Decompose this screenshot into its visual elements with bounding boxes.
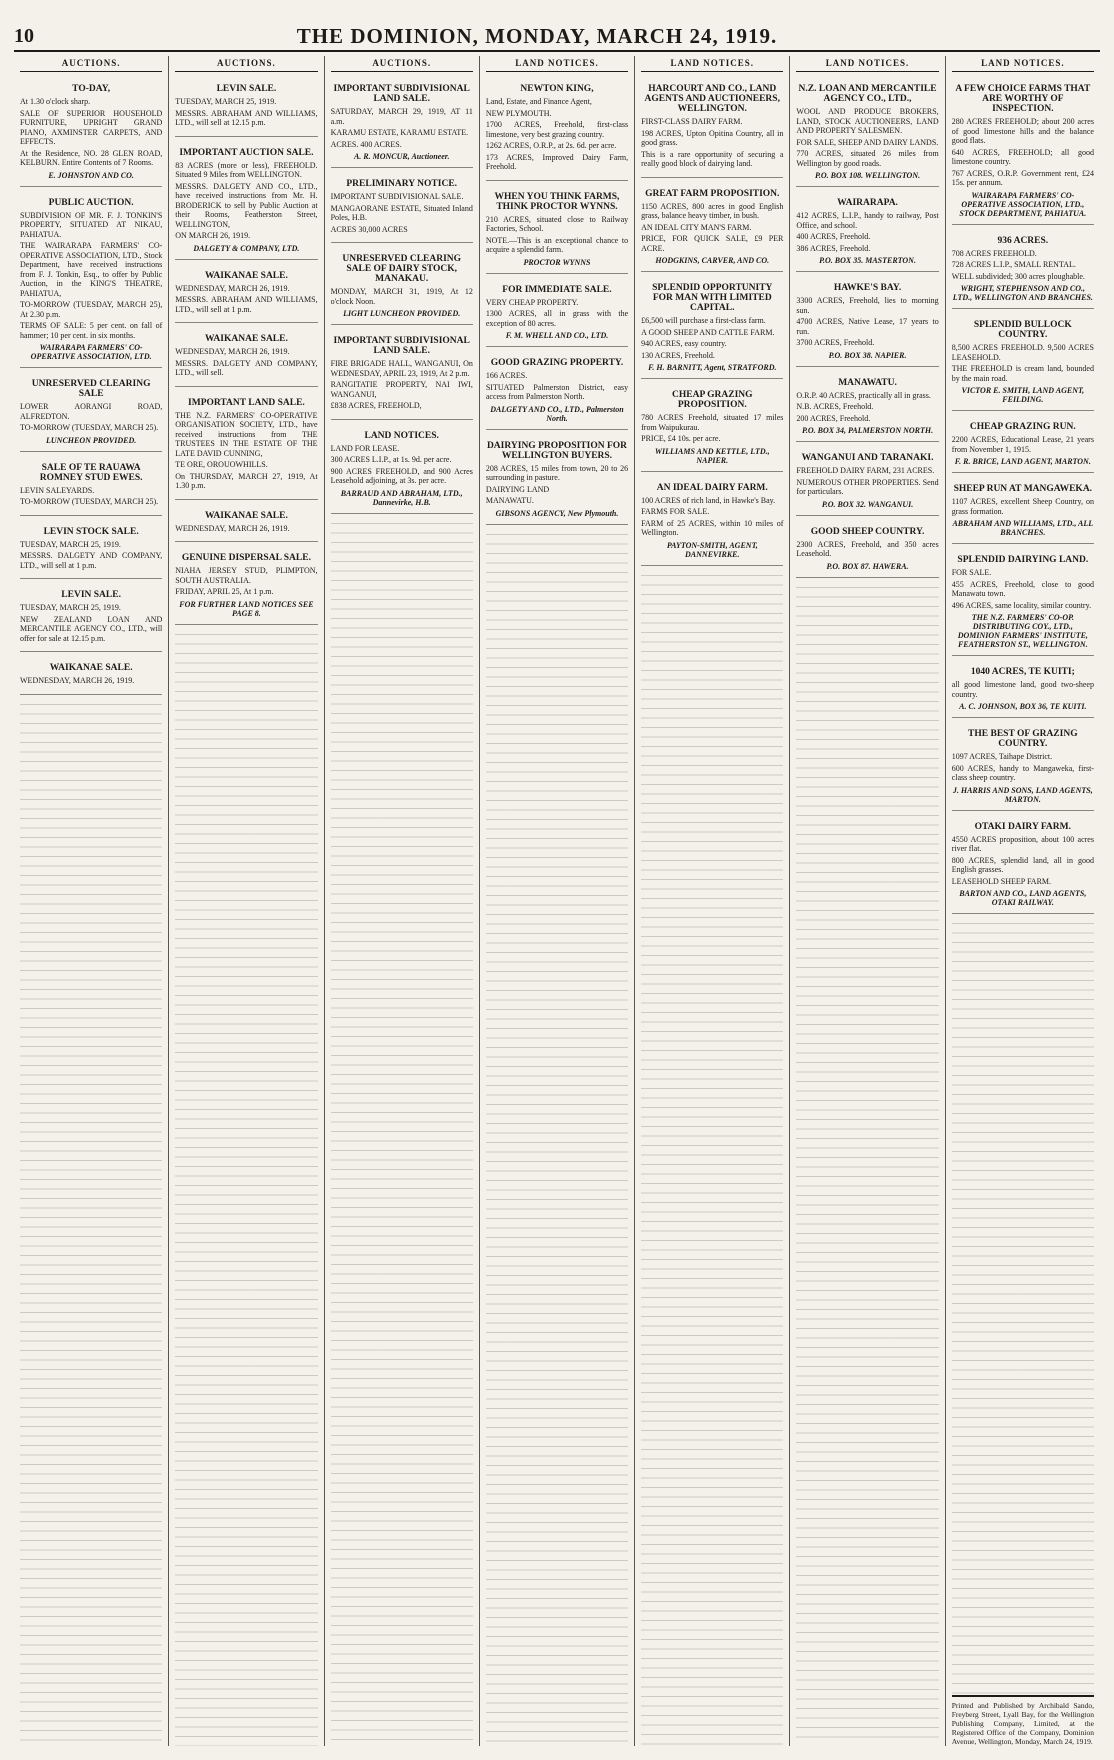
ad-text: 130 ACRES, Freehold. <box>641 350 715 360</box>
ad-signature: VICTOR E. SMITH, LAND AGENT, FEILDING. <box>961 386 1085 404</box>
advertisement <box>175 142 317 260</box>
ad-text: NEW ZEALAND LOAN AND MERCANTILE AGENCY CO., LTD., will offer for sale at 12.15 p.m. <box>20 614 163 643</box>
ad-signature: F. H. BARNITT, Agent, STRATFORD. <box>648 363 777 372</box>
column-heading: AUCTIONS. <box>175 56 317 72</box>
advertisement <box>796 192 938 272</box>
ad-title: IMPORTANT LAND SALE. <box>188 397 305 408</box>
ad-text: THE WAIRARAPA FARMERS' CO-OPERATIVE ASSOCIATION, LTD., Stock Department, have received instructions from F. J. Tonkin, Esq., to offer by Public Auction, in the KING'S THEATRE, PAHIATUA, <box>20 241 163 298</box>
ad-text: 166 ACRES. <box>485 371 528 380</box>
ad-text: TUESDAY, MARCH 25, 1919. <box>20 539 121 549</box>
ad-text: 400 ACRES, Freehold. <box>796 232 871 241</box>
ad-text: 412 ACRES, L.I.P., handy to railway, Post Office, and school. <box>796 211 939 230</box>
ad-signature: GIBSONS AGENCY, New Plymouth. <box>495 508 619 518</box>
ad-text: FOR SALE, SHEEP AND DAIRY LANDS. <box>796 137 939 147</box>
ad-signature: F. R. BRICE, LAND AGENT, MARTON. <box>954 457 1091 466</box>
ad-title: SPLENDID DAIRYING LAND. <box>957 555 1089 565</box>
ad-text: 210 ACRES, situated close to Railway Factories, School. <box>485 214 629 233</box>
ad-title: SHEEP RUN AT MANGAWEKA. <box>953 484 1093 494</box>
ad-text: WEDNESDAY, MARCH 26, 1919. <box>175 283 290 293</box>
ad-text: 3300 ACRES, Freehold, lies to morning sun. <box>796 296 939 315</box>
column-heading: AUCTIONS. <box>331 56 473 72</box>
advertisement <box>952 549 1094 656</box>
ad-text: TO-MORROW (TUESDAY, MARCH 25), At 2.30 p.m. <box>20 300 163 319</box>
ad-text: TO-MORROW (TUESDAY, MARCH 25). <box>20 423 159 432</box>
ad-text: MESSRS. DALGETY AND CO., LTD., have received instructions from Mr. H. BRODERICK to sell by Public Auction at their Rooms, Featherston Street, WELLINGTON, <box>175 181 318 229</box>
masthead <box>14 22 1100 52</box>
ad-text: 198 ACRES, Upton Opitina Country, all in good grass. <box>641 128 784 147</box>
ad-text: THE N.Z. FARMERS' CO-OPERATIVE ORGANISATION SOCIETY, LTD., have received instructions from THE TRUSTEES IN THE ESTATE OF THE LATE DAVID CUNNING, <box>175 410 318 458</box>
ad-text: LOWER AORANGI ROAD, ALFREDTON. <box>20 402 163 421</box>
ad-text: AN IDEAL CITY MAN'S FARM. <box>641 222 752 232</box>
ad-title: PUBLIC AUCTION. <box>48 197 134 208</box>
ad-signature: P.O. BOX 34, PALMERSTON NORTH. <box>801 426 934 435</box>
advertisement <box>20 657 162 695</box>
ad-title: GOOD SHEEP COUNTRY. <box>810 526 925 537</box>
ad-text: SALE OF SUPERIOR HOUSEHOLD FURNITURE, UPRIGHT GRAND PIANO, AXMINSTER CARPETS, AND EFFECTS. <box>20 108 163 146</box>
ad-text: 8,500 ACRES FREEHOLD. 9,500 ACRES LEASEHOLD. <box>951 343 1094 362</box>
advertisement <box>952 661 1094 718</box>
ad-text: 280 ACRES FREEHOLD; about 200 acres of good limestone hills and the balance good flats. <box>951 117 1094 145</box>
ad-title: UNRESERVED CLEARING SALE <box>31 379 151 399</box>
ad-title: UNRESERVED CLEARING SALE OF DAIRY STOCK, MANAKAU. <box>342 254 462 284</box>
advertisement <box>952 230 1094 310</box>
page-number: 10 <box>14 24 34 47</box>
ad-title: GOOD GRAZING PROPERTY. <box>490 358 624 368</box>
ad-text: 1300 ACRES, all in grass with the exception of 80 acres. <box>485 309 629 328</box>
ad-signature: WRIGHT, STEPHENSON AND CO., LTD., WELLINGTON AND BRANCHES. <box>952 284 1093 302</box>
ad-text: ACRES. 400 ACRES. <box>330 139 402 149</box>
advertisement <box>952 478 1094 544</box>
ad-text: WEDNESDAY, MARCH 26, 1919. <box>20 676 135 685</box>
ad-signature: LIGHT LUNCHEON PROVIDED. <box>343 309 461 318</box>
column-heading: LAND NOTICES. <box>796 56 938 72</box>
ad-signature: P.O. BOX 38. NAPIER. <box>828 350 907 360</box>
ad-text: PRICE, £4 10s. per acre. <box>641 434 721 443</box>
ad-text: 4550 ACRES proposition, about 100 acres river flat. <box>951 834 1094 853</box>
ad-title: GENUINE DISPERSAL SALE. <box>181 553 311 563</box>
column-heading: AUCTIONS. <box>20 56 162 72</box>
ad-text: THE FREEHOLD is cream land, bounded by the main road. <box>951 364 1094 383</box>
ad-title: OTAKI DAIRY FARM. <box>974 821 1071 832</box>
ad-signature: E. JOHNSTON AND CO. <box>48 170 134 180</box>
dense-text-block <box>20 704 162 1747</box>
ad-title: IMPORTANT SUBDIVISIONAL LAND SALE. <box>333 84 470 104</box>
ad-title: WAIKANAE SALE. <box>204 510 288 521</box>
ad-text: At the Residence, NO. 28 GLEN ROAD, KELBURN. Entire Contents of 7 Rooms. <box>20 148 163 167</box>
ad-signature: PAYTON-SMITH, AGENT, DANNEVIRKE. <box>666 540 758 559</box>
ad-title: FOR IMMEDIATE SALE. <box>502 284 612 295</box>
advertisement <box>331 425 473 514</box>
ad-title: SALE OF TE RAUAWA ROMNEY STUD EWES. <box>39 462 143 483</box>
column-heading: LAND NOTICES. <box>641 56 783 72</box>
ad-text: 300 ACRES L.I.P., at 1s. 9d. per acre. <box>330 455 452 464</box>
ad-text: MANGAORANE ESTATE, Situated Inland Poles, H.B. <box>330 203 473 222</box>
advertisement <box>796 447 938 516</box>
ad-text: Land, Estate, and Finance Agent, <box>485 97 592 106</box>
ad-text: FOR SALE. <box>951 568 992 577</box>
ad-title: DAIRYING PROPOSITION FOR WELLINGTON BUYERS. <box>486 440 628 461</box>
advertisement <box>20 457 162 516</box>
column-1 <box>14 56 169 1746</box>
ad-signature: FOR FURTHER LAND NOTICES SEE PAGE 8. <box>179 599 314 618</box>
ad-text: O.R.P. 40 ACRES, practically all in grass. <box>796 390 931 400</box>
ad-text: 780 ACRES Freehold, situated 17 miles from Waipukurau. <box>641 413 784 432</box>
ad-text: 173 ACRES, Improved Dairy Farm, Freehold. <box>485 152 629 171</box>
ad-title: IMPORTANT SUBDIVISIONAL LAND SALE. <box>333 336 470 356</box>
ad-title: CHEAP GRAZING PROPOSITION. <box>672 390 753 410</box>
ad-signature: HODGKINS, CARVER, AND CO. <box>655 256 770 265</box>
ad-text: SATURDAY, MARCH 29, 1919, AT 11 a.m. <box>330 107 473 126</box>
advertisement <box>641 78 783 178</box>
advertisement <box>175 547 317 625</box>
column-heading: LAND NOTICES. <box>952 56 1094 72</box>
dense-text-block <box>796 587 938 1747</box>
column-5 <box>635 56 790 1746</box>
ad-text: FRIDAY, APRIL 25, At 1 p.m. <box>175 587 274 596</box>
ad-signature: A. C. JOHNSON, BOX 36, TE KUITI. <box>959 702 1087 711</box>
newspaper-title: THE DOMINION, MONDAY, MARCH 24, 1919. <box>296 23 778 48</box>
ad-signature: DALGETY & COMPANY, LTD. <box>193 243 300 253</box>
ad-title: CHEAP GRAZING RUN. <box>969 422 1076 432</box>
ad-text: At 1.30 o'clock sharp. <box>20 97 91 106</box>
advertisement <box>952 78 1094 225</box>
ad-text: SUBDIVISION OF MR. F. J. TONKIN'S PROPERTY, SITUATED AT NIKAU, PAHIATUA. <box>20 210 163 239</box>
advertisement <box>20 373 162 452</box>
ad-text: 1700 ACRES, Freehold, first-class limestone, very best grazing country. <box>485 120 629 139</box>
ad-text: NUMEROUS OTHER PROPERTIES. Send for particulars. <box>796 477 939 496</box>
advertisement <box>641 477 783 566</box>
advertisement <box>486 78 628 181</box>
ad-text: DAIRYING LAND <box>485 484 550 494</box>
column-6 <box>790 56 945 1746</box>
ad-title: WAIKANAE SALE. <box>204 270 288 281</box>
column-heading: LAND NOTICES. <box>486 56 628 72</box>
ad-signature: A. R. MONCUR, Auctioneer. <box>353 152 450 161</box>
ad-text: 640 ACRES, FREEHOLD; all good limestone country. <box>951 147 1094 166</box>
ad-title: TO-DAY, <box>72 84 111 94</box>
ad-title: WANGANUI AND TARANAKI. <box>801 453 934 463</box>
ad-title: LEVIN SALE. <box>216 84 277 94</box>
ad-text: all good limestone land, good two-sheep country. <box>951 680 1094 699</box>
ad-text: 770 ACRES, situated 26 miles from Wellington by good roads. <box>796 149 939 168</box>
advertisement <box>331 248 473 325</box>
ad-text: FIRE BRIGADE HALL, WANGANUI, On WEDNESDAY, APRIL 23, 1919, At 2 p.m. <box>330 359 473 378</box>
ad-text: NEW PLYMOUTH. <box>485 108 552 118</box>
ad-text: £6,500 will purchase a first-class farm. <box>641 316 766 325</box>
advertisement <box>20 584 162 652</box>
ad-text: 708 ACRES FREEHOLD. <box>951 248 1037 258</box>
advertisement <box>796 277 938 367</box>
ad-text: 386 ACRES, Freehold. <box>796 243 871 253</box>
ad-text: FIRST-CLASS DAIRY FARM. <box>641 117 743 126</box>
ad-signature: P.O. BOX 87. HAWERA. <box>826 561 909 571</box>
column-4 <box>480 56 635 1746</box>
ad-text: TUESDAY, MARCH 25, 1919. <box>20 603 121 612</box>
advertisement <box>20 78 162 187</box>
ad-signature: BARRAUD AND ABRAHAM, LTD., Dannevirke, H.B. <box>340 488 463 507</box>
ad-text: 4700 ACRES, Native Lease, 17 years to run. <box>796 317 939 336</box>
advertisement <box>796 372 938 443</box>
ad-signature: ABRAHAM AND WILLIAMS, LTD., ALL BRANCHES. <box>952 519 1094 537</box>
ad-title: A FEW CHOICE FARMS THAT ARE WORTHY OF INSPECTION. <box>955 84 1091 114</box>
column-2 <box>169 56 324 1746</box>
ad-title: HARCOURT AND CO., LAND AGENTS AND AUCTIONEERS, WELLINGTON. <box>644 84 780 114</box>
ad-text: WEDNESDAY, MARCH 26, 1919. <box>175 523 290 533</box>
ad-text: LEASEHOLD SHEEP FARM. <box>951 876 1052 886</box>
ad-text: 900 ACRES FREEHOLD, and 900 Acres Leasehold adjoining, at 3s. per acre. <box>330 466 473 485</box>
advertisement <box>952 723 1094 811</box>
ad-signature: P.O. BOX 35. MASTERTON. <box>819 256 916 265</box>
dense-text-block <box>175 634 317 1747</box>
advertisement <box>796 78 938 187</box>
ad-text: ON MARCH 26, 1919. <box>175 231 251 240</box>
advertisement <box>486 279 628 348</box>
advertisement <box>331 78 473 168</box>
ad-text: KARAMU ESTATE, KARAMU ESTATE. <box>330 128 469 137</box>
ad-title: AN IDEAL DAIRY FARM. <box>656 482 768 493</box>
ad-text: IMPORTANT SUBDIVISIONAL SALE. <box>330 192 464 201</box>
ad-text: 600 ACRES, handy to Mangaweka, first-class sheep country. <box>951 763 1094 782</box>
ad-text: WELL subdivided; 300 acres ploughable. <box>951 271 1085 281</box>
ad-title: 936 ACRES. <box>997 235 1049 246</box>
ad-text: LAND FOR LEASE. <box>330 443 400 453</box>
ad-text: 1262 ACRES, O.R.P., at 2s. 6d. per acre. <box>485 141 617 150</box>
ad-text: 767 ACRES, O.R.P. Government rent, £24 15s. per annum. <box>951 168 1094 187</box>
ad-signature: WILLIAMS AND KETTLE, LTD., NAPIER. <box>654 446 770 465</box>
advertisement <box>486 435 628 525</box>
ad-signature: DALGETY AND CO., LTD., Palmerston North. <box>490 404 624 423</box>
ad-text: MONDAY, MARCH 31, 1919, At 12 o'clock Noon. <box>330 287 473 306</box>
ad-text: MESSRS. ABRAHAM AND WILLIAMS, LTD., will sell at 1 p.m. <box>175 295 318 314</box>
ad-signature: WAIRARAPA FARMERS' CO-OPERATIVE ASSOCIATION, LTD., STOCK DEPARTMENT, PAHIATUA. <box>959 190 1087 218</box>
advertisement <box>952 314 1094 411</box>
ad-text: This is a rare opportunity of securing a really good block of dairying land. <box>641 149 784 168</box>
dense-text-block <box>952 923 1094 1695</box>
ad-text: NOTE.—This is an exceptional chance to acquire a splendid farm. <box>485 235 629 254</box>
dense-text-block <box>486 534 628 1747</box>
ad-signature: LUNCHEON PROVIDED. <box>46 435 137 445</box>
advertisement <box>486 352 628 430</box>
ad-text: £838 ACRES, FREEHOLD, <box>330 401 422 410</box>
ad-signature: THE N.Z. FARMERS' CO-OP. DISTRIBUTING COY., LTD., DOMINION FARMERS' INSTITUTE, FEATHERSTON ST., WELLINGTON. <box>957 613 1088 649</box>
ad-text: 800 ACRES, splendid land, all in good English grasses. <box>951 855 1094 874</box>
ad-text: 455 ACRES, Freehold, close to good Manawatu town. <box>951 579 1094 598</box>
ad-title: WHEN YOU THINK FARMS, THINK PROCTOR WYNNS. <box>494 191 620 212</box>
advertisement <box>952 416 1094 473</box>
advertisement <box>175 265 317 324</box>
advertisement <box>486 186 628 274</box>
ad-text: N.B. ACRES, Freehold. <box>796 402 874 411</box>
advertisement <box>20 521 162 580</box>
advertisement <box>641 183 783 273</box>
ad-title: IMPORTANT AUCTION SALE. <box>179 147 314 158</box>
ad-text: 2200 ACRES, Educational Lease, 21 years from November 1, 1915. <box>951 435 1094 454</box>
ad-signature: WAIRARAPA FARMERS' CO-OPERATIVE ASSOCIATION, LTD. <box>30 343 152 361</box>
ad-text: 200 ACRES, Freehold. <box>796 413 871 423</box>
ad-text: 1097 ACRES, Taihape District. <box>951 752 1053 761</box>
ad-text: 496 ACRES, same locality, similar country. <box>951 600 1092 610</box>
ad-title: NEWTON KING, <box>520 84 594 94</box>
advertisement <box>175 392 317 500</box>
ad-title: WAIRARAPA. <box>837 198 898 208</box>
ad-title: LEVIN SALE. <box>61 590 121 600</box>
ad-text: TE ORE, OROUOWHILLS. <box>175 460 268 469</box>
ad-text: 100 ACRES of rich land, in Hawke's Bay. <box>641 495 776 505</box>
columns-container <box>14 56 1100 1746</box>
column-3 <box>325 56 480 1746</box>
ad-text: 1107 ACRES, excellent Sheep Country, on grass formation. <box>951 497 1094 516</box>
ad-title: SPLENDID BULLOCK COUNTRY. <box>973 320 1072 340</box>
ad-title: LAND NOTICES. <box>364 430 439 441</box>
ad-text: On THURSDAY, MARCH 27, 1919, At 1.30 p.m. <box>175 471 318 490</box>
ad-text: 2300 ACRES, Freehold, and 350 acres Leasehold. <box>796 539 939 558</box>
ad-title: MANAWATU. <box>838 377 897 388</box>
advertisement <box>175 78 317 137</box>
advertisement <box>952 816 1094 915</box>
advertisement <box>796 521 938 578</box>
ad-text: 728 ACRES L.I.P., SMALL RENTAL. <box>951 260 1076 269</box>
ad-title: GREAT FARM PROPOSITION. <box>645 188 780 199</box>
ad-title: PRELIMINARY NOTICE. <box>346 179 458 189</box>
column-7 <box>946 56 1100 1746</box>
ad-text: ACRES 30,000 ACRES <box>330 224 408 234</box>
ad-title: THE BEST OF GRAZING COUNTRY. <box>968 729 1078 749</box>
ad-text: PRICE, FOR QUICK SALE, £9 PER ACRE. <box>641 234 784 253</box>
ad-text: WEDNESDAY, MARCH 26, 1919. <box>175 347 290 356</box>
ad-text: 940 ACRES, easy country. <box>641 339 727 348</box>
ad-text: LEVIN SALEYARDS. <box>20 485 95 495</box>
ad-signature: F. M. WHELL AND CO., LTD. <box>505 331 609 340</box>
ad-signature: P.O. BOX 108. WELLINGTON. <box>814 171 921 180</box>
advertisement <box>175 328 317 387</box>
ad-text: FARM of 25 ACRES, within 10 miles of Wellington. <box>641 518 784 537</box>
ad-text: WOOL AND PRODUCE BROKERS, LAND, STOCK AUCTIONEERS, LAND AND PROPERTY SALESMEN. <box>796 107 939 135</box>
ad-text: TUESDAY, MARCH 25, 1919. <box>175 97 277 106</box>
ad-text: 83 ACRES (more or less), FREEHOLD. Situated 9 Miles from WELLINGTON. <box>175 160 318 179</box>
ad-text: VERY CHEAP PROPERTY. <box>485 297 579 307</box>
advertisement <box>641 384 783 472</box>
ad-title: HAWKE'S BAY. <box>833 283 902 293</box>
dense-text-block <box>641 575 783 1747</box>
advertisement <box>20 192 162 369</box>
ad-signature: P.O. BOX 32. WANGANUI. <box>821 499 914 509</box>
ad-text: 3700 ACRES, Freehold. <box>796 338 875 347</box>
ad-signature: BARTON AND CO., LAND AGENTS, OTAKI RAILWAY. <box>959 889 1087 907</box>
ad-title: 1040 ACRES, TE KUITI; <box>970 667 1075 677</box>
ad-text: TO-MORROW (TUESDAY, MARCH 25). <box>20 497 159 506</box>
ad-title: WAIKANAE SALE. <box>204 334 288 344</box>
ad-text: MESSRS. ABRAHAM AND WILLIAMS, LTD., will sell at 12.15 p.m. <box>175 108 318 127</box>
ad-signature: PROCTOR WYNNS <box>523 257 591 267</box>
ad-text: NIAHA JERSEY STUD, PLIMPTON, SOUTH AUSTRALIA. <box>175 566 318 585</box>
advertisement <box>331 173 473 243</box>
ad-text: FREEHOLD DAIRY FARM, 231 ACRES. <box>796 466 935 475</box>
advertisement <box>175 505 317 543</box>
ad-text: SITUATED Palmerston District, easy access from Palmerston North. <box>485 382 629 401</box>
ad-title: LEVIN STOCK SALE. <box>43 526 139 537</box>
ad-text: 1150 ACRES, 800 acres in good English grass, balance heavy timber, in bush. <box>641 201 784 220</box>
ad-text: TERMS OF SALE: 5 per cent. on fall of hammer; 10 per cent. in six months. <box>20 321 163 340</box>
printer-imprint: Printed and Published by Archibald Sando, Freyberg Street, Lyall Bay, for the Wellington Publishing Company, Limited, at the Registered Office of the Company, Dominion Avenue, Wellington, Monday, March 24, 1919. <box>952 1695 1094 1746</box>
ad-text: MANAWATU. <box>485 496 534 505</box>
ad-signature: J. HARRIS AND SONS, LAND AGENTS, MARTON. <box>952 785 1093 804</box>
advertisement <box>641 277 783 379</box>
dense-text-block <box>331 523 473 1747</box>
ad-text: RANGITATIE PROPERTY, NAI IWI, WANGANUI, <box>330 380 473 399</box>
ad-text: MESSRS. DALGETY AND COMPANY, LTD., will sell. <box>175 358 318 377</box>
ad-title: SPLENDID OPPORTUNITY FOR MAN WITH LIMITED CAPITAL. <box>652 283 773 313</box>
ad-text: MESSRS. DALGETY AND COMPANY, LTD., will sell at 1 p.m. <box>20 551 163 570</box>
ad-title: WAIKANAE SALE. <box>49 663 133 673</box>
ad-title: N.Z. LOAN AND MERCANTILE AGENCY CO., LTD., <box>798 84 937 104</box>
ad-text: A GOOD SHEEP AND CATTLE FARM. <box>641 327 775 337</box>
advertisement <box>331 330 473 420</box>
ad-text: FARMS FOR SALE. <box>641 507 710 516</box>
ad-text: 208 ACRES, 15 miles from town, 20 to 26 surrounding in pasture. <box>485 463 629 482</box>
